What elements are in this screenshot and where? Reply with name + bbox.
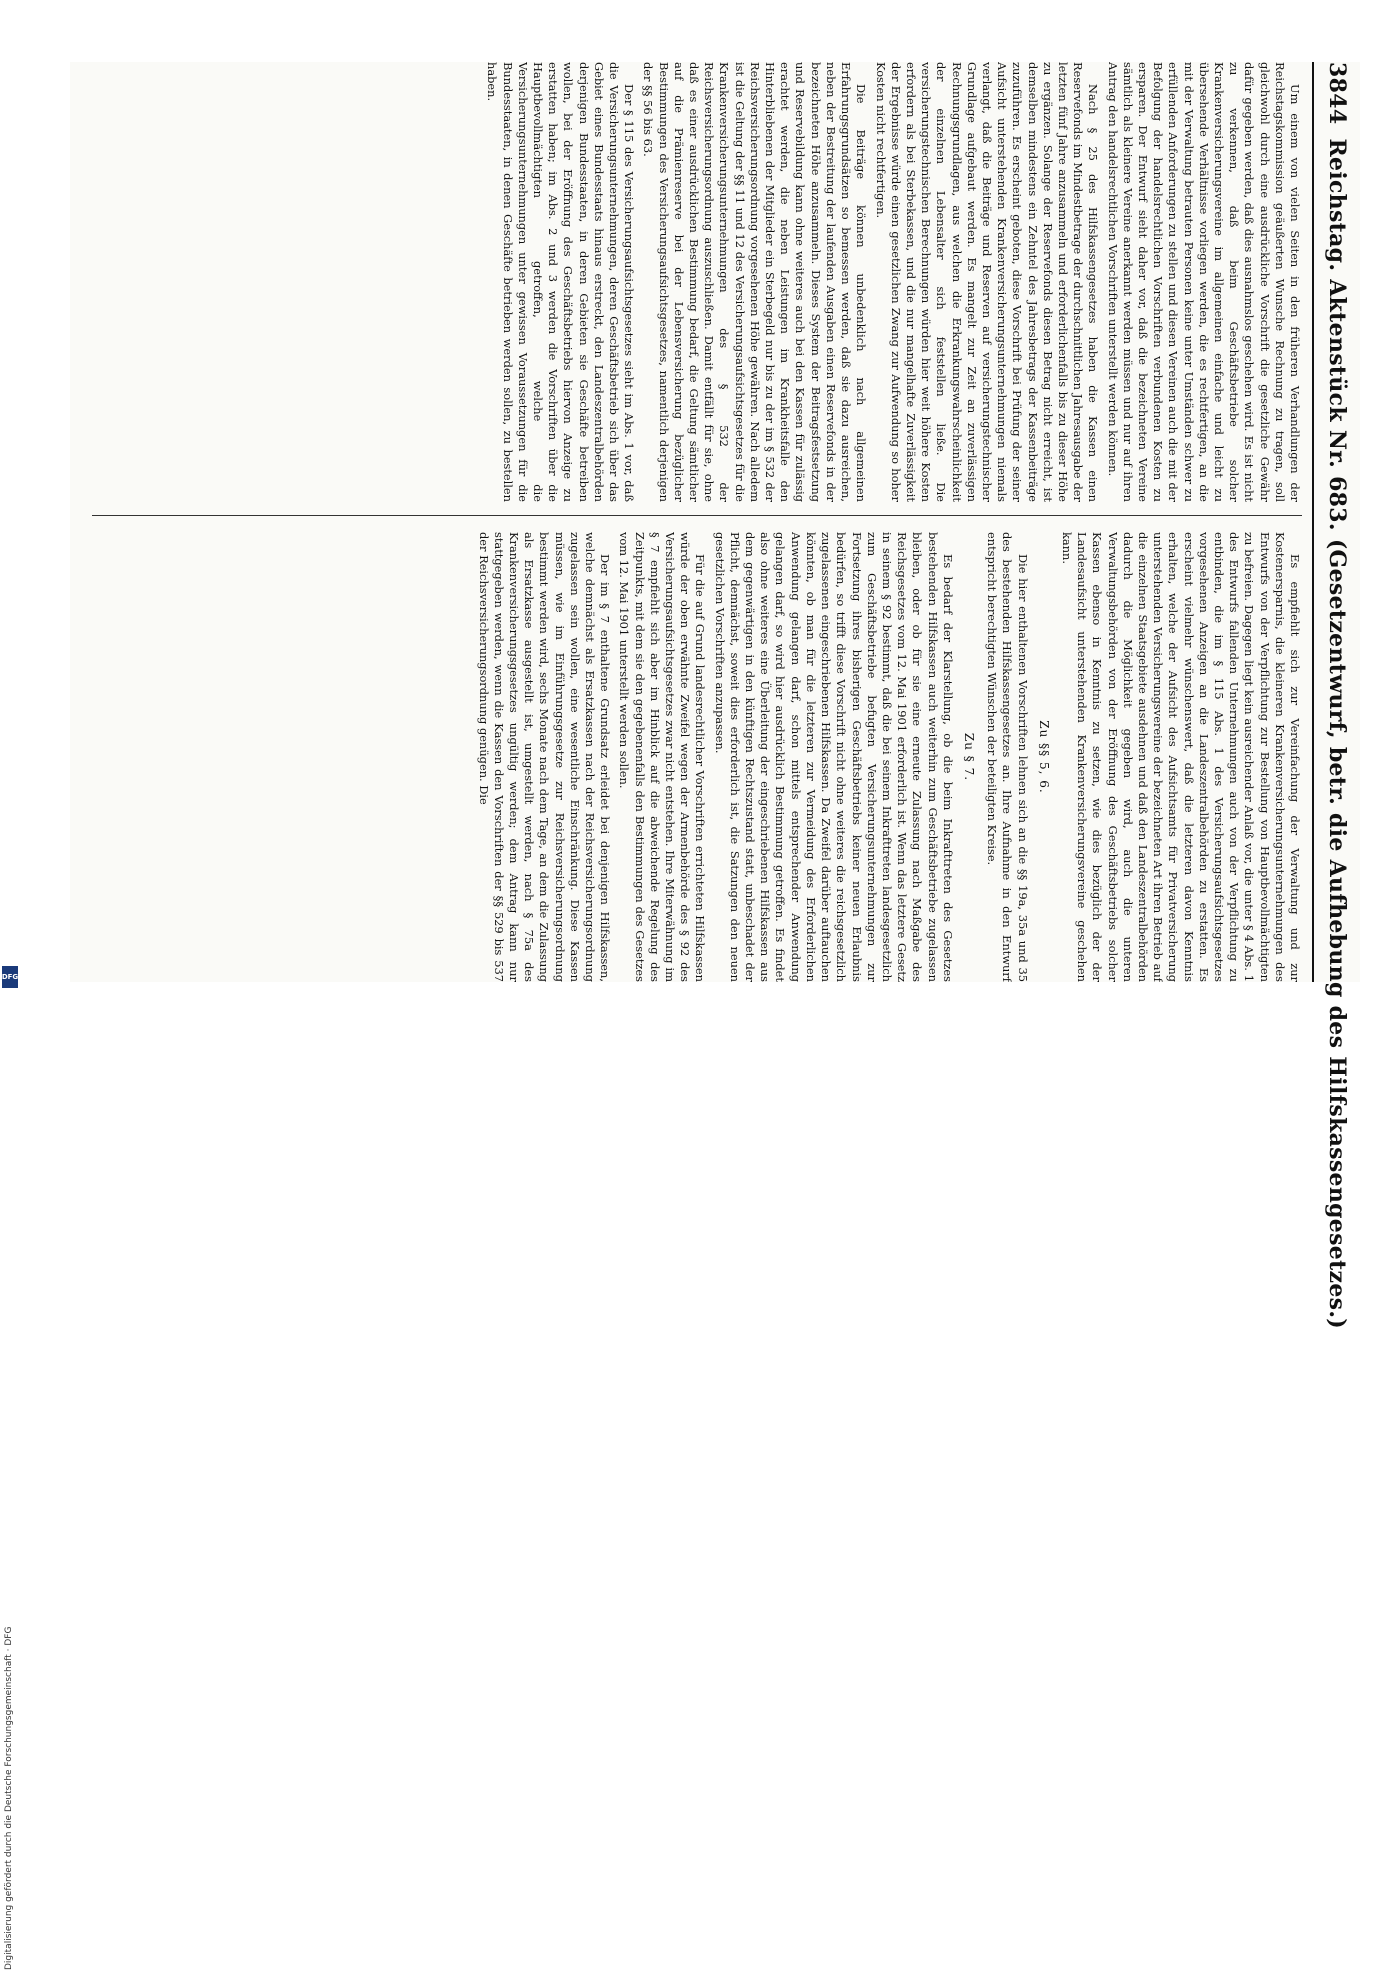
left-paragraph: Nach § 25 des Hilfskassengesetzes haben die Kassen einen Reservefonds im Mindestbetrage der durchschnittlichen Jahresausgabe der letzten fünf Jahre anzusammeln und erforderlichenfalls bis zu dieser Höhe zu ergänzen. Solange der Reservefonds diesen Betrag nicht erreicht, ist demselben mindestens ein Zehntel des Jahresbetrags der Kassenbeiträge zuzuführen. Es erscheint geboten, diese Vorschrift bei Prüfung der seiner Aufsicht unterstehenden Krankenversicherungsunternehmungen niemals verlangt, daß die Beiträge und Reserven auf versicherungstechnischer Grundlage aufgebaut werden. Es mangelt zur Zeit an zuverlässigen Rechnungsgrundlagen, aus welchen die Erkrankungswahrscheinlichkeit der einzelnen Lebensalter sich feststellen ließe. Die versicherungstechnischen Berechnungen würden hier weit höhere Kosten erfordern als bei Sterbekassen, und die nur mangelhafte Zuverlässigkeit der Ergebnisse würde einen gesetzlichen Zwang zur Aufwendung so hoher Kosten nicht rechtfertigen. bbox=[873, 62, 1101, 502]
section-heading: Zu § 7. bbox=[961, 732, 976, 782]
side-note bbox=[4, 1010, 18, 1970]
left-paragraph: Die Beiträge können unbedenklich nach allgemeinen Erfahrungsgrundsätzen so bemessen werden, daß sie dazu ausreichen, neben der Bestreitung der laufenden Ausgaben einen Reservefonds in der bezeichneten Höhe anzusammeln. Dieses System der Beitragsfestsetzung und Reservebildung kann ohne weiteres auch bei den Kassen für zulässig erachtet werden, die neben Leistungen im Krankheitsfalle den Hinterbliebenen der Mitglieder ein Sterbegeld nur bis zu der im § 532 der Reichsversicherungsordnung vorgesehenen Höhe gewähren. Nach alledem ist die Geltung der §§ 11 und 12 des Versicherungsaufsichtsgesetzes für die Krankenversicherungsunternehmungen des § 532 der Reichsversicherungsordnung auszuschließen. Damit entfällt für sie, ohne daß es einer ausdrücklichen Bestimmung bedarf, die Geltung sämtlicher auf die Prämienreserve bei der Lebensversicherung bezüglicher Bestimmungen des Versicherungsaufsichtsgesetzes, namentlich derjenigen der §§ 56 bis 63. bbox=[641, 62, 869, 502]
left-paragraph: Der § 115 des Versicherungsaufsichtsgesetzes sieht im Abs. 1 vor, daß die Versicherungsunternehmungen, deren Geschäftsbetrieb sich über das Gebiet eines Bundesstaats hinaus erstreckt, den Landeszentralbehörden derjenigen Bundesstaaten, in deren Gebieten sie Geschäfte betreiben wollen, bei der Eröffnung des Geschäftsbetriebs hiervon Anzeige zu erstatten haben; im Abs. 2 und 3 werden die Vorschriften über die Hauptbevollmächtigten getroffen, welche die Versicherungsunternehmungen unter gewissen Voraussetzungen für die Bundesstaaten, in denen Geschäfte betrieben werden sollen, zu bestellen haben. bbox=[485, 62, 637, 502]
left-column bbox=[92, 62, 1302, 502]
funding-note: Digitalisierung gefördert durch die Deutsche Forschungsgemeinschaft · DFG bbox=[4, 1626, 14, 1970]
rotated-content bbox=[70, 62, 1360, 1329]
page-header bbox=[1314, 62, 1360, 1329]
right-paragraph: Die hier enthaltenen Vorschriften lehnen sich an die §§ 19a, 35a und 35 des bestehenden Hilfskassengesetzes an. Ihre Aufnahme in den Entwurf entspricht berechtigten Wünschen der beteiligten Kreise. bbox=[985, 532, 1030, 982]
right-paragraph: Für die auf Grund landesrechtlicher Vorschriften errichteten Hilfskassen würde der oben erwähnte Zweifel wegen der Armenbehörde des § 92 des Versicherungsaufsichtsgesetzes zwar nicht entstehen. Ihre Miterwähnung im § 7 empfiehlt sich aber im Hinblick auf die abweichende Regelung des Zeitpunkts, mit dem sie den gegebenenfalls den Bestimmungen des Gesetzes vom 12. Mai 1901 unterstellt werden sollen. bbox=[617, 532, 708, 982]
page-number: 3844 bbox=[1324, 62, 1350, 125]
dfg-logo: DFG bbox=[2, 966, 18, 988]
right-column bbox=[92, 532, 1302, 982]
section-heading: Zu §§ 5, 6. bbox=[1036, 720, 1051, 794]
right-paragraph: Der im § 7 enthaltene Grundsatz erleidet bei denjenigen Hilfskassen, welche demnächst als Ersatzkassen nach der Reichsversicherungsordnung zugelassen sein wollen, eine wesentliche Einschränkung. Diese Kassen müssen, wie im Einführungsgesetze zur Reichsversicherungsordnung bestimmt werden wird, sechs Monate nach dem Tage, an dem die Zulassung als Ersatzkasse ausgestellt ist, umgestellt werden, nach § 75a des Krankenversicherungsgesetzes ungültig werden; dem Antrag kann nur stattgegeben werden, wenn die Kassen den Vorschriften der §§ 529 bis 537 der Reichsversicherungsordnung genügen. Die bbox=[476, 532, 613, 982]
right-paragraph: Es empfiehlt sich zur Vereinfachung der Verwaltung und zur Kostenersparnis, die kleineren Krankenversicherungsunternehmungen des Entwurfs von der Verpflichtung zur Bestellung von Hauptbevollmächtigten zu befreien. Dagegen liegt kein ausreichender Anlaß vor, die unter § 4 Abs. 1 des Entwurfs fallenden Unternehmungen auch von der Verpflichtung zu entbinden, die im § 115 Abs. 1 des Versicherungsaufsichtsgesetzes vorgesehenen Anzeigen an die Landeszentralbehörden zu erstatten. Es erscheint vielmehr wünschenswert, daß die letzteren davon Kenntnis erhalten, welche der Aufsicht des Aufsichtsamts für Privatversicherung unterstehenden Versicherungsvereine der bezeichneten Art ihren Betrieb auf die einzelnen Staatsgebiete ausdehnen und daß den Landeszentralbehörden dadurch die Möglichkeit gegeben wird, auch die unteren Verwaltungsbehörden von der Eröffnung des Geschäftsbetriebs solcher Kassen ebenso in Kenntnis zu setzen, wie dies bezüglich der der Landesaufsicht unterstehenden Krankenversicherungsvereine geschehen kann. bbox=[1059, 532, 1302, 982]
page-title: Reichstag. Aktenstück Nr. 683. (Gesetzentwurf, betr. die Aufhebung des Hilfskassengesetzes.) bbox=[1324, 138, 1350, 1329]
right-paragraph: Es bedarf der Klarstellung, ob die beim Inkrafttreten des Gesetzes bestehenden Hilfskassen auch weiterhin zum Geschäftsbetriebe zugelassen bleiben, oder ob für sie eine erneute Zulassung nach Maßgabe des Reichsgesetzes vom 12. Mai 1901 erforderlich ist. Wenn das letztere Gesetz in seinem § 92 bestimmt, daß die bei seinem Inkrafttreten landesgesetzlich zum Geschäftsbetriebe befugten Versicherungsunternehmungen zur Fortsetzung ihres bisherigen Geschäftsbetriebs keiner neuen Erlaubnis bedürfen, so trifft diese Vorschrift nicht ohne weiteres die reichsgesetzlich zugelassenen eingeschriebenen Hilfskassen. Da Zweifel darüber auftauchen könnten, ob man für die letzteren zur Vermeidung des Erforderlichen Anwendung gelangen darf, schon mittels entsprechender Anwendung gelangen darf, so wird hier ausdrücklich Bestimmung getroffen. Es findet also ohne weiteres eine Überleitung der eingeschriebenen Hilfskassen aus dem gegenwärtigen in den künftigen Rechtszustand statt, unbeschadet der Pflicht, demnächst, soweit dies erforderlich ist, die Satzungen den neuen gesetzlichen Vorschriften anzupassen. bbox=[712, 532, 955, 982]
header-rule bbox=[1312, 62, 1314, 982]
left-paragraph: Um einem von vielen Seiten in den früheren Verhandlungen der Reichstagskommission geäußerten Wunsche Rechnung zu tragen, soll gleichwohl durch eine ausdrückliche Vorschrift die gesetzliche Gewähr dafür gegeben werden, daß dies ausnahmslos geschehen wird. Es ist nicht zu verkennen, daß beim Geschäftsbetriebe solcher Krankenversicherungsvereine im allgemeinen einfache und leicht zu übersehende Verhältnisse vorliegen werden, die es rechtfertigen, an die mit der Verwaltung betrauten Personen keine unter Umständen schwer zu erfüllenden Anforderungen zu stellen und diesen Vereinen auch die mit der Befolgung der handelsrechtlichen Vorschriften verbundenen Kosten zu ersparen. Der Entwurf sieht daher vor, daß die bezeichneten Vereine sämtlich als kleinere Vereine anerkannt werden müssen und nur auf ihren Antrag den handelsrechtlichen Vorschriften unterstellt werden können. bbox=[1105, 62, 1302, 502]
column-divider bbox=[92, 515, 1302, 516]
